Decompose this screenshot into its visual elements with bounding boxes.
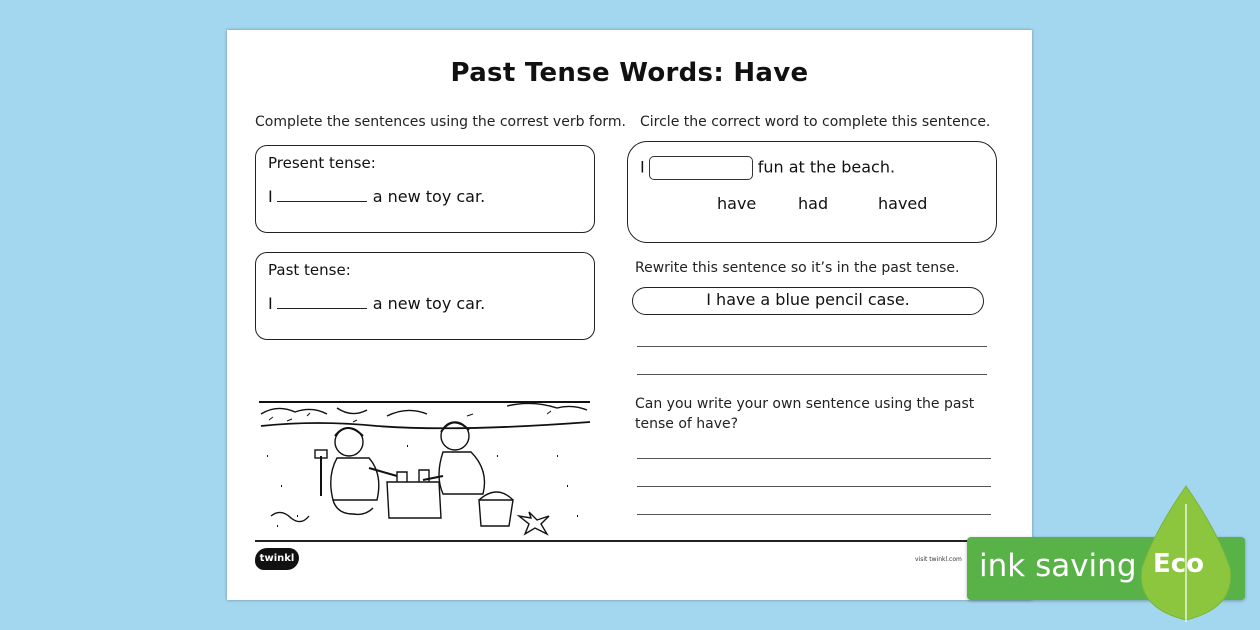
past-tense-sentence bbox=[268, 294, 485, 313]
present-tense-box bbox=[255, 145, 595, 233]
rewrite-answer-line-1[interactable] bbox=[637, 346, 987, 347]
page-title: Past Tense Words: Have bbox=[450, 58, 809, 88]
choice-haved[interactable]: haved bbox=[878, 194, 928, 213]
visit-link: visit twinkl.com bbox=[915, 556, 962, 563]
twinkl-logo: twinkl bbox=[255, 548, 299, 570]
ink-saving-text: ink saving bbox=[979, 548, 1137, 584]
own-answer-line-3[interactable] bbox=[637, 514, 991, 515]
rewrite-answer-line-2[interactable] bbox=[637, 374, 987, 375]
rewrite-instruction: Rewrite this sentence so it’s in the past tense. bbox=[635, 260, 960, 276]
present-tense-label: Present tense: bbox=[268, 154, 376, 172]
past-subject: I bbox=[268, 294, 273, 313]
choice-have[interactable]: have bbox=[717, 194, 757, 213]
present-tense-sentence bbox=[268, 187, 485, 206]
circle-word-box bbox=[627, 141, 997, 243]
present-blank[interactable] bbox=[277, 187, 367, 202]
own-sentence-instruction-line1: Can you write your own sentence using the past bbox=[635, 396, 975, 412]
present-rest: a new toy car. bbox=[372, 187, 486, 206]
circle-rest: fun at the beach. bbox=[757, 157, 896, 177]
circle-sentence bbox=[640, 156, 895, 180]
eco-label: Eco bbox=[1153, 549, 1205, 579]
complete-instruction: Complete the sentences using the correst verb form. bbox=[255, 114, 626, 130]
past-rest: a new toy car. bbox=[372, 294, 486, 313]
own-answer-line-1[interactable] bbox=[637, 458, 991, 459]
own-answer-line-2[interactable] bbox=[637, 486, 991, 487]
present-subject: I bbox=[268, 187, 273, 206]
footer-divider bbox=[255, 540, 1005, 542]
past-blank[interactable] bbox=[277, 294, 367, 309]
past-tense-box bbox=[255, 252, 595, 340]
beach-children-illustration bbox=[257, 396, 592, 540]
choice-had[interactable]: had bbox=[798, 194, 829, 213]
circle-subject: I bbox=[640, 157, 645, 177]
past-tense-label: Past tense: bbox=[268, 261, 351, 279]
circle-answer-input[interactable] bbox=[649, 156, 753, 180]
worksheet-page bbox=[227, 30, 1032, 600]
rewrite-sentence: I have a blue pencil case. bbox=[632, 287, 984, 315]
own-sentence-instruction-line2: tense of have? bbox=[635, 416, 739, 432]
circle-instruction: Circle the correct word to complete this sentence. bbox=[640, 114, 991, 130]
